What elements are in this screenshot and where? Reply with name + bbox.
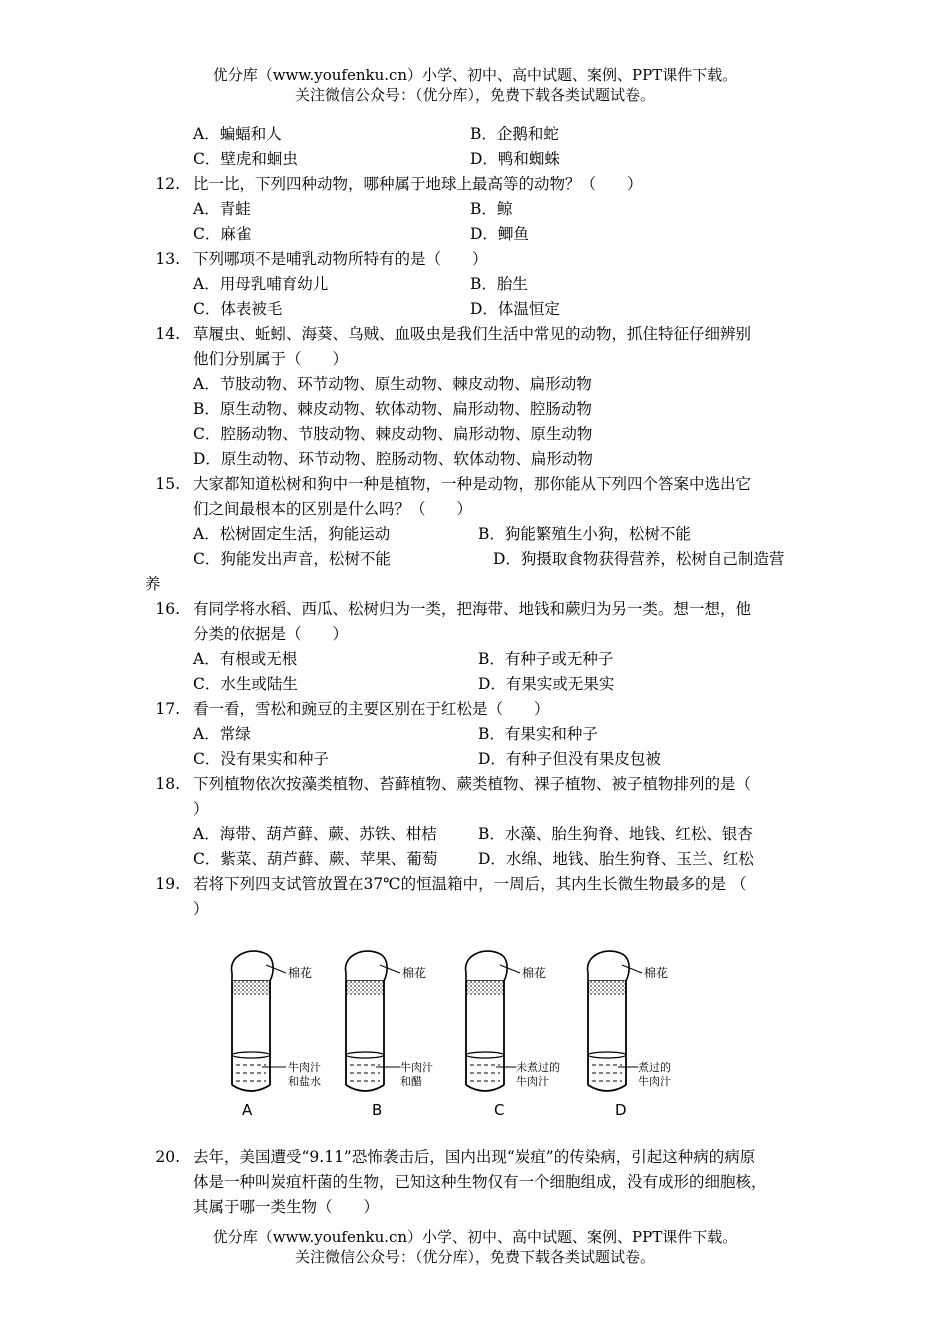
footer-line-1: 优分库（www.youfenku.cn）小学、初中、高中试题、案例、PPT课件下载。 <box>212 1228 738 1246</box>
q16-number: 16. <box>155 600 180 618</box>
q15-stem-2: 们之间最根本的区别是什么吗？（ ） <box>193 500 473 518</box>
q13-option-b: B．胎生 <box>470 275 528 293</box>
q12-stem: 比一比，下列四种动物，哪种属于地球上最高等的动物？（ ） <box>193 175 643 193</box>
q17-number: 17. <box>155 700 180 718</box>
q14-stem-2: 他们分别属于（ ） <box>193 350 349 368</box>
q11-option-a: A．蝙蝠和人 <box>193 125 282 143</box>
q12-option-b: B．鲸 <box>470 200 513 218</box>
q14-option-a: A．节肢动物、环节动物、原生动物、棘皮动物、扁形动物 <box>193 375 592 393</box>
tube-b-letter: B <box>372 1101 383 1119</box>
q16-option-a: A．有根或无根 <box>193 650 298 668</box>
q12-number: 12. <box>155 175 180 193</box>
q15-option-d: D．狗摄取食物获得营养，松树自己制造营 <box>493 550 785 568</box>
q20-stem-1: 去年，美国遭受“9.11”恐怖袭击后，国内出现“炭疽”的传染病，引起这种病的病原 <box>193 1148 756 1166</box>
q16-option-b: B．有种子或无种子 <box>478 650 614 668</box>
q16-option-c: C．水生或陆生 <box>193 675 298 693</box>
tube-d-letter: D <box>615 1101 627 1119</box>
tube-d-liquid-label-2: 牛肉汁 <box>638 1075 671 1088</box>
q17-stem: 看一看，雪松和豌豆的主要区别在于红松是（ ） <box>193 700 550 718</box>
q20-stem-2: 体是一种叫炭疽杆菌的生物，已知这种生物仅有一个细胞组成，没有成形的细胞核， <box>193 1173 767 1191</box>
q18-stem-1: 下列植物依次按藻类植物、苔藓植物、蕨类植物、裸子植物、被子植物排列的是（ <box>193 775 752 793</box>
q17-option-b: B．有果实和种子 <box>478 725 598 743</box>
q15-option-c: C．狗能发出声音，松树不能 <box>193 550 391 568</box>
q17-option-a: A．常绿 <box>193 725 251 743</box>
q20-number: 20. <box>155 1148 180 1166</box>
q14-option-c: C．腔肠动物、节肢动物、棘皮动物、扁形动物、原生动物 <box>193 425 593 443</box>
q18-option-a: A．海带、葫芦藓、蕨、苏铁、柑桔 <box>193 825 437 843</box>
tube-b-liquid-label-1: 牛肉汁 <box>400 1061 433 1074</box>
q13-number: 13. <box>155 250 180 268</box>
q13-option-c: C．体表被毛 <box>193 300 283 318</box>
q12-option-d: D．鲫鱼 <box>470 225 529 243</box>
q13-option-a: A．用母乳哺育幼儿 <box>193 275 329 293</box>
q19-stem-1: 若将下列四支试管放置在37℃的恒温箱中，一周后，其内生长微生物最多的是 （ <box>193 875 747 893</box>
q18-option-b: B．水藻、胎生狗脊、地钱、红松、银杏 <box>478 825 753 843</box>
q17-option-d: D．有种子但没有果皮包被 <box>478 750 661 768</box>
tube-c-letter: C <box>494 1101 505 1119</box>
q20-stem-3: 其属于哪一类生物（ ） <box>193 1198 380 1216</box>
test-tube-b <box>346 951 400 1091</box>
q18-number: 18. <box>155 775 180 793</box>
tube-b-liquid-label-2: 和醋 <box>400 1075 422 1088</box>
q15-option-a: A．松树固定生活，狗能运动 <box>193 525 391 543</box>
q15-option-b: B．狗能繁殖生小狗，松树不能 <box>478 525 691 543</box>
test-tube-d <box>588 951 642 1091</box>
q11-option-c: C．壁虎和蛔虫 <box>193 150 298 168</box>
q15-option-d-wrap: 养 <box>145 575 161 593</box>
footer-line-2: 关注微信公众号：（优分库），免费下载各类试题试卷。 <box>294 1248 655 1266</box>
tube-b-top-label: 棉花 <box>402 966 427 980</box>
q19-number: 19. <box>155 875 180 893</box>
header-line-2: 关注微信公众号：（优分库），免费下载各类试题试卷。 <box>294 86 655 104</box>
q12-option-c: C．麻雀 <box>193 225 252 243</box>
tube-c-liquid-label-2: 牛肉汁 <box>516 1075 549 1088</box>
q13-option-d: D．体温恒定 <box>470 300 560 318</box>
q13-stem: 下列哪项不是哺乳动物所特有的是（ ） <box>193 250 488 268</box>
q15-stem-1: 大家都知道松树和狗中一种是植物，一种是动物，那你能从下列四个答案中选出它 <box>193 475 752 493</box>
q16-stem-1: 有同学将水稻、西瓜、松树归为一类，把海带、地钱和蕨归为另一类。想一想，他 <box>193 600 752 618</box>
q12-option-a: A．青蛙 <box>193 200 251 218</box>
tube-c-liquid-label-1: 未煮过的 <box>516 1061 560 1074</box>
q18-option-d: D．水绵、地钱、胎生狗脊、玉兰、红松 <box>478 850 754 868</box>
tube-a-liquid-label-2: 和盐水 <box>288 1075 321 1088</box>
tube-d-liquid-label-1: 煮过的 <box>638 1061 671 1074</box>
test-tube-c <box>466 951 520 1091</box>
tube-c-top-label: 棉花 <box>522 966 547 980</box>
q17-option-c: C．没有果实和种子 <box>193 750 329 768</box>
test-tube-figure <box>210 945 710 1125</box>
q18-option-c: C．紫菜、葫芦藓、蕨、苹果、葡萄 <box>193 850 438 868</box>
q11-option-b: B．企鹅和蛇 <box>470 125 559 143</box>
q16-option-d: D．有果实或无果实 <box>478 675 615 693</box>
tube-a-letter: A <box>242 1101 253 1119</box>
q19-stem-2: ） <box>193 900 209 918</box>
q14-number: 14. <box>155 325 180 343</box>
tube-a-top-label: 棉花 <box>288 966 313 980</box>
header-line-1: 优分库（www.youfenku.cn）小学、初中、高中试题、案例、PPT课件下载。 <box>212 66 738 84</box>
q18-stem-2: ） <box>193 800 209 818</box>
q11-option-d: D．鸭和蜘蛛 <box>470 150 560 168</box>
q16-stem-2: 分类的依据是（ ） <box>193 625 349 643</box>
tube-a-liquid-label-1: 牛肉汁 <box>288 1061 321 1074</box>
q15-number: 15. <box>155 475 180 493</box>
q14-option-d: D．原生动物、环节动物、腔肠动物、软体动物、扁形动物 <box>193 450 593 468</box>
tube-d-top-label: 棉花 <box>644 966 669 980</box>
test-tube-a <box>232 951 286 1091</box>
q14-option-b: B．原生动物、棘皮动物、软体动物、扁形动物、腔肠动物 <box>193 400 592 418</box>
q14-stem-1: 草履虫、蚯蚓、海葵、乌贼、血吸虫是我们生活中常见的动物，抓住特征仔细辨别 <box>193 325 752 343</box>
